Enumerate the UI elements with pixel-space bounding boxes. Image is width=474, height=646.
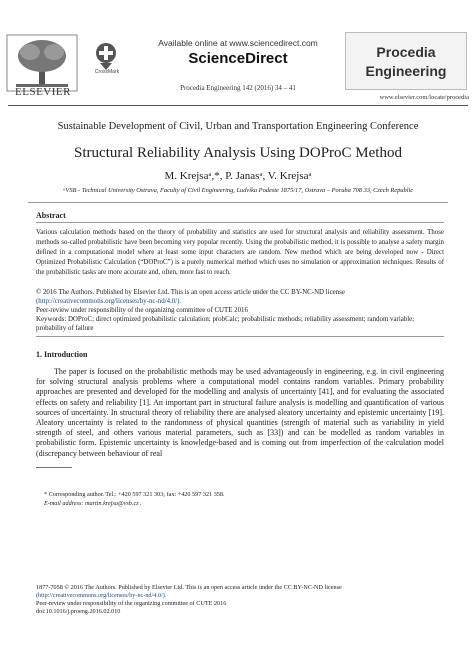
doi[interactable]: doi:10.1016/j.proeng.2016.02.010 [36,608,121,615]
journal-citation: Procedia Engineering 142 (2016) 34 – 41 [180,84,296,92]
paper-title: Structural Reliability Analysis Using DOProC Method [74,145,402,161]
author-email[interactable]: E-mail address: martin.krejsa@vsb.cz . [44,500,142,507]
abstract-divider-top [36,222,444,223]
footnote-rule [36,467,72,468]
journal-name-line1: Procedia [376,44,436,60]
issn-copyright-line: 1877-7058 © 2016 The Authors. Published by Elsevier Ltd. This is an open access article under the CC BY-NC-ND license [36,584,342,591]
crossmark-icon[interactable] [94,41,118,71]
introduction-body: The paper is focused on the probabilistic methods may be used advantageously in engineering, e.g. in civil engineering for solving structural analysis problems where a computational model contains random variables. Primary probability approaches are presented and developed for the modelling and analysis of uncertainty [41], and for evaluating the associated effects on safety and reliability [1]. An important part in structural failure analysis is modelling and quantification of various sources of uncertainty. In structural theory of reliability there are analysed aleatory uncertainty and epistemic uncertainty [19]. Aleatory uncertainty is related to the randomness of physical quantities (strength of material such as variability in yield strength of steel, and others various material parameters, such as [33]) and can be modelled as random variables in probabilistic form. Epistemic uncertainty is knowledge-based and is coming out from imperfection of the calculation model (discrepancy between behaviour of real [36,367,444,458]
author-affiliation: ᵃVSB - Technical University Ostrava, Faculty of Civil Engineering, Ludvíka Podeste 1875/17, Ostrava – Poruba 708 33, Czech Republic [62,187,414,194]
crossmark-label: CrossMark [94,69,120,75]
copyright-notice [36,288,444,315]
title-divider [28,202,448,203]
elsevier-tree-logo [6,34,78,92]
peer-review-line: Peer-review under responsibility of the organizing committee of CUTE 2016 [36,307,248,314]
journal-url-link[interactable]: www.elsevier.com/locate/procedia [379,94,469,101]
publisher-name: ELSEVIER [15,86,71,98]
footer-license-link[interactable]: (http://creativecommons.org/licenses/by-nc-nd/4.0/). [36,592,167,599]
abstract-heading: Abstract [36,211,66,220]
conference-name: Sustainable Development of Civil, Urban and Transportation Engineering Conference [57,121,419,132]
abstract-body: Various calculation methods based on the theory of probability and statistics are used for structural analysis and reliability assessment. Those methods so-called probabilistic have been becoming very popular recently. Using the probabilistic method, it is possible to analyse a safety margin defined in a computational model where at least some input characters are random. New method which are being developed now - Direct Optimized Probabilistic Calculation (“DOProC”) is a purely numerical method which uses no simulation or approximation techniques. Results of the probabilistic tasks are more accurate and, often, more fast to reach. [36,229,444,276]
copyright-line: © 2016 The Authors. Published by Elsevier Ltd. This is an open access article under the CC BY-NC-ND license [36,289,345,296]
license-link[interactable]: (http://creativecommons.org/licenses/by-nc-nd/4.0/). [36,298,182,305]
section-heading-introduction: 1. Introduction [36,350,88,359]
journal-logo-box [345,32,467,90]
author-list: M. Krejsaᵃ,*, P. Janasᵃ, V. Krejsaᵃ [164,170,312,182]
available-online-text[interactable]: Available online at www.sciencedirect.com [158,38,318,48]
journal-name-line2: Engineering [365,63,447,79]
footer-peer-review: Peer-review under responsibility of the organizing committee of CUTE 2016 [36,600,227,607]
keywords: Keywords: DOProC; direct optimized probabilistic calculation; probCalc; probabilistic methods; reliability assessment; random variable; probability of failure [36,316,415,332]
header-divider [8,105,468,106]
corresponding-author-note: * Corresponding author. Tel.: +420 597 321 303; fax: +420 597 321 358. [44,491,225,498]
sciencedirect-brand: ScienceDirect [188,50,288,67]
abstract-divider-bottom [36,336,444,337]
publication-footer [36,584,456,616]
